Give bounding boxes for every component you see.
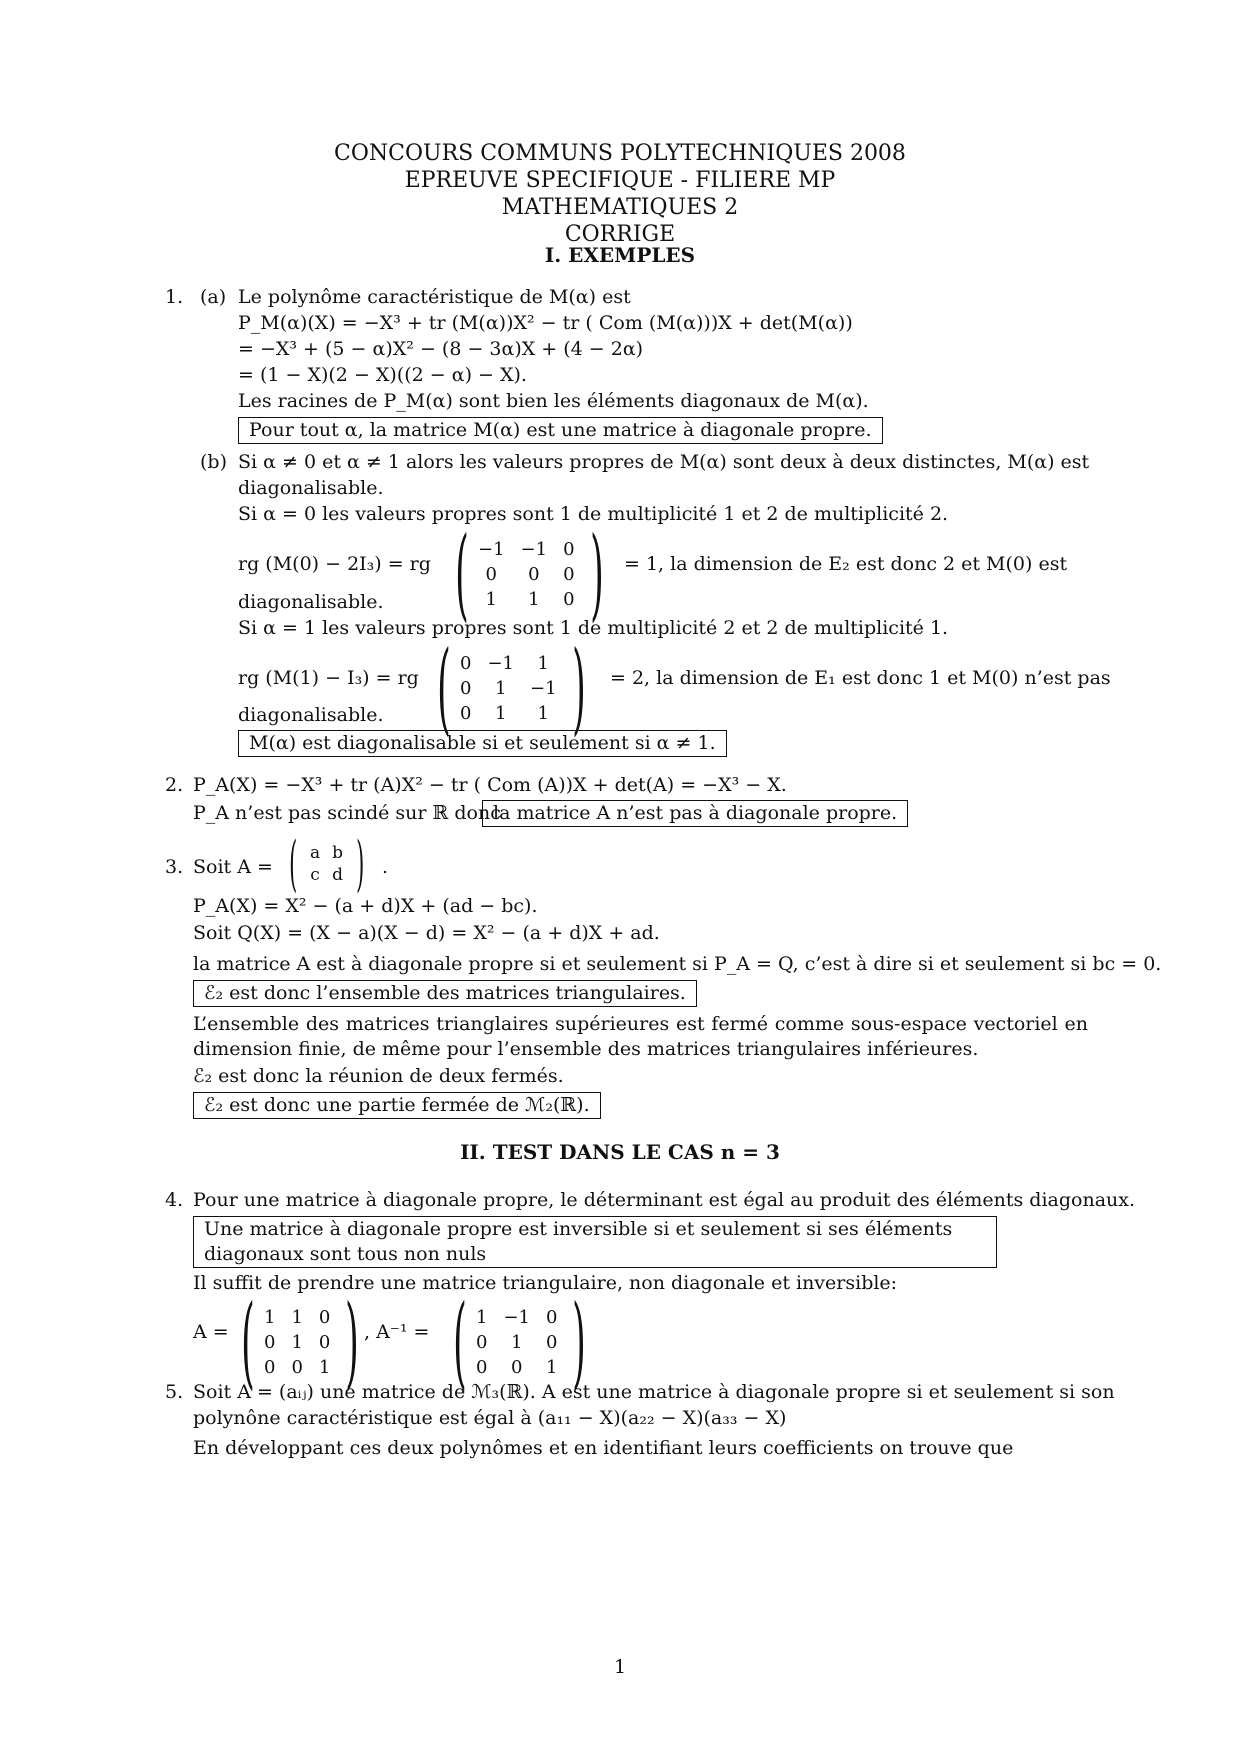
right-paren-icon: ) — [356, 829, 365, 899]
question-number: 3. — [165, 856, 184, 878]
text-line: P_A n’est pas scindé sur ℝ donc — [193, 802, 501, 824]
matrix-table — [468, 1305, 565, 1380]
subquestion-label: (a) — [200, 286, 227, 308]
left-paren-icon: ( — [289, 829, 298, 899]
text-line: Si α = 1 les valeurs propres sont 1 de multiplicité 2 et 2 de multiplicité 1. — [238, 617, 949, 639]
right-paren-icon: ) — [589, 515, 604, 632]
formula-line: , A⁻¹ = — [364, 1321, 430, 1343]
question-number: 4. — [165, 1189, 184, 1211]
text-line: polynône caractéristique est égal à (a₁₁ − X)(a₂₂ − X)(a₃₃ − X) — [193, 1407, 787, 1429]
section-title-test: II. TEST DANS LE CAS n = 3 — [460, 1140, 780, 1164]
formula-line: P_A(X) = −X³ + tr (A)X² − tr ( Com (A))X + det(A) = −X³ − X. — [193, 774, 787, 796]
matrix-cell: 1 — [537, 652, 549, 674]
left-paren-icon: ( — [437, 629, 451, 746]
formula-line: = −X³ + (5 − α)X² − (8 − 3α)X + (4 − 2α) — [238, 338, 644, 360]
matrix-cell: 1 — [537, 702, 549, 724]
matrix-cell: 0 — [318, 1331, 331, 1353]
matrix-cell: 0 — [460, 677, 472, 699]
right-paren-icon: ) — [572, 1283, 587, 1400]
text-line: Pour une matrice à diagonale propre, le déterminant est égal au produit des éléments diagonaux. — [193, 1189, 1136, 1211]
text-line: diagonalisable. — [238, 704, 384, 726]
matrix-cell: 1 — [291, 1306, 303, 1328]
header-line: MATHEMATIQUES 2 — [501, 195, 739, 220]
punctuation: . — [382, 856, 389, 878]
matrix-cell: 0 — [563, 588, 575, 610]
matrix-cell: 1 — [495, 702, 507, 724]
matrix-cell: 0 — [485, 563, 497, 585]
matrix-cell: 1 — [264, 1306, 276, 1328]
page-number: 1 — [613, 1656, 627, 1678]
text-line: Si α ≠ 0 et α ≠ 1 alors les valeurs propres de M(α) sont deux à deux distinctes, M(α) est — [238, 451, 1090, 473]
formula-line: = (1 − X)(2 − X)((2 − α) − X). — [238, 364, 527, 386]
result-box: ℰ₂ est donc une partie fermée de ℳ₂(ℝ). — [193, 1092, 601, 1119]
right-paren-icon: ) — [571, 629, 586, 746]
formula-line: = 1, la dimension de E₂ est donc 2 et M(0) est — [624, 553, 1068, 575]
matrix-m0 — [448, 515, 605, 632]
formula-line: = 2, la dimension de E₁ est donc 1 et M(0) n’est pas — [610, 667, 1111, 689]
matrix-cell: 0 — [476, 1356, 488, 1378]
text-line: diagonalisable. — [238, 477, 384, 499]
matrix-cell: 0 — [291, 1356, 303, 1378]
matrix-cell: 0 — [563, 538, 575, 560]
left-paren-icon: ( — [453, 1283, 467, 1400]
text-line: Le polynôme caractéristique de M(α) est — [238, 286, 631, 308]
matrix-cell: 0 — [264, 1356, 276, 1378]
matrix-cell: 0 — [563, 563, 575, 585]
matrix-a-inverse — [446, 1283, 587, 1400]
matrix-cell: 0 — [546, 1331, 558, 1353]
left-paren-icon: ( — [455, 515, 469, 632]
header-line: CONCOURS COMMUNS POLYTECHNIQUES 2008 — [334, 141, 906, 166]
matrix-cell: d — [332, 865, 344, 885]
matrix-cell: c — [310, 865, 320, 885]
matrix-cell: −1 — [487, 652, 514, 674]
result-box: Pour tout α, la matrice M(α) est une matrice à diagonale propre. — [238, 417, 883, 444]
matrix-cell: b — [332, 843, 344, 863]
matrix-cell: 0 — [546, 1306, 558, 1328]
text-line: Soit A = (aᵢⱼ) une matrice de ℳ₃(ℝ). A est une matrice à diagonale propre si et seulement si son — [193, 1381, 1115, 1403]
matrix-m1 — [430, 629, 587, 746]
matrix-table — [470, 537, 583, 612]
text-line: En développant ces deux polynômes et en identifiant leurs coefficients on trouve que — [193, 1437, 1014, 1459]
result-box: Une matrice à diagonale propre est inversible si et seulement si ses éléments diagonaux sont tous non nuls — [193, 1216, 997, 1268]
matrix-cell: 1 — [528, 588, 540, 610]
matrix-cell: 0 — [264, 1331, 276, 1353]
document-header — [0, 140, 1240, 248]
matrix-table — [256, 1305, 338, 1380]
formula-line: P_M(α)(X) = −X³ + tr (M(α))X² − tr ( Com (M(α)))X + det(M(α)) — [238, 312, 853, 334]
result-box: M(α) est diagonalisable si et seulement si α ≠ 1. — [238, 730, 727, 757]
matrix-cell: 0 — [528, 563, 540, 585]
result-box: ℰ₂ est donc l’ensemble des matrices triangulaires. — [193, 980, 697, 1007]
matrix-table — [304, 842, 349, 886]
matrix-cell: 1 — [511, 1331, 523, 1353]
subquestion-label: (b) — [200, 451, 227, 473]
formula-line: A = — [193, 1321, 229, 1343]
paragraph: L’ensemble des matrices trianglaires supérieures est fermé comme sous-espace vectoriel en dimension finie, de même pour l’ensemble des matrices triangulaires inférieures. — [193, 1013, 1088, 1060]
matrix-cell: −1 — [503, 1306, 530, 1328]
matrix-cell: 1 — [485, 588, 497, 610]
matrix-cell: 0 — [460, 652, 472, 674]
matrix-cell: 0 — [460, 702, 472, 724]
section-title-exemples: I. EXEMPLES — [544, 243, 696, 267]
matrix-cell: −1 — [478, 538, 505, 560]
right-paren-icon: ) — [345, 1283, 360, 1400]
matrix-cell: 1 — [318, 1356, 331, 1378]
matrix-cell: 0 — [318, 1306, 331, 1328]
matrix-table — [452, 651, 565, 726]
question-number: 1. — [165, 286, 184, 308]
question-number: 5. — [165, 1381, 184, 1403]
matrix-a-2x2 — [282, 829, 371, 899]
formula-line: P_A(X) = X² − (a + d)X + (ad − bc). — [193, 895, 538, 917]
matrix-cell: −1 — [520, 538, 548, 560]
matrix-cell: −1 — [530, 677, 557, 699]
text-line: la matrice A est à diagonale propre si et seulement si P_A = Q, c’est à dire si et seulement si bc = 0. — [193, 953, 1162, 975]
matrix-cell: 0 — [476, 1331, 488, 1353]
text-line: ℰ₂ est donc la réunion de deux fermés. — [193, 1065, 564, 1087]
matrix-cell: a — [310, 843, 321, 863]
matrix-cell: 0 — [511, 1356, 523, 1378]
formula-line: rg (M(0) − 2I₃) = rg — [238, 553, 431, 575]
header-line: EPREUVE SPECIFIQUE - FILIERE MP — [404, 168, 836, 193]
matrix-a — [234, 1283, 360, 1400]
header-line: CORRIGE — [564, 222, 676, 247]
text-line: Si α = 0 les valeurs propres sont 1 de multiplicité 1 et 2 de multiplicité 2. — [238, 503, 949, 525]
text-line: diagonalisable. — [238, 591, 384, 613]
left-paren-icon: ( — [241, 1283, 255, 1400]
result-box: la matrice A n’est pas à diagonale propre. — [482, 800, 908, 827]
matrix-cell: 1 — [495, 677, 507, 699]
formula-line: Soit Q(X) = (X − a)(X − d) = X² − (a + d)X + ad. — [193, 922, 660, 944]
text-line: Il suffit de prendre une matrice triangulaire, non diagonale et inversible: — [193, 1272, 898, 1294]
matrix-cell: 1 — [476, 1306, 488, 1328]
matrix-cell: 1 — [546, 1356, 558, 1378]
formula-line: rg (M(1) − I₃) = rg — [238, 667, 419, 689]
question-number: 2. — [165, 774, 184, 796]
formula-line: Soit A = — [193, 856, 273, 878]
matrix-cell: 1 — [291, 1331, 303, 1353]
text-line: Les racines de P_M(α) sont bien les éléments diagonaux de M(α). — [238, 390, 869, 412]
